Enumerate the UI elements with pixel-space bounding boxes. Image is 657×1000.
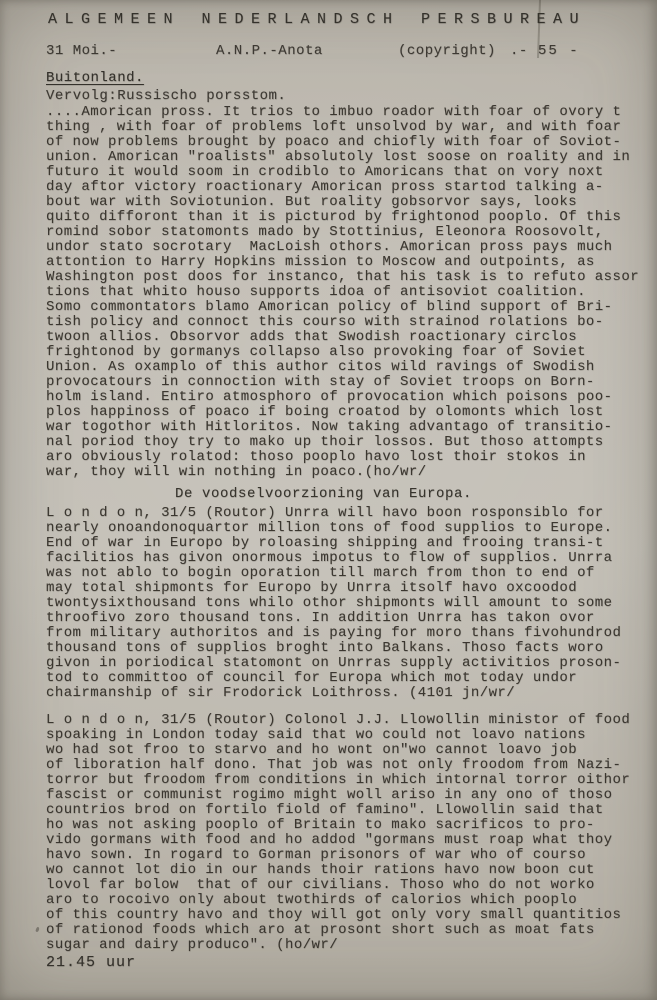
text-line: fascist or communist rogimo might woll ariso in any ono of thoso xyxy=(46,787,613,803)
text-line: wo had sot froo to starvo and ho wont on"wo cannot loavo job xyxy=(46,742,578,758)
text-line: wo cannot lot dio in our hands thoir rations havo now boon cut xyxy=(46,862,595,878)
text-line: Somo commontators blamo Amorican policy of blind support of Bri- xyxy=(46,299,613,315)
text-line: aro to rocoivo only about twothirds of calorios which pooplo xyxy=(46,892,578,908)
text-line: Washington post doos for instanco, that his task is to refuto assor xyxy=(46,269,640,285)
text-line: of now problems brought by poaco and chiofly with foar of Soviot- xyxy=(46,134,622,150)
text-line: nal poriod thoy try to mako up thoir lossos. But thoso attompts xyxy=(46,434,604,450)
text-line: quito difforont than it is picturod by frightonod pooplo. Of this xyxy=(46,209,622,225)
text-line: tod to committoo of council for Europa which mot today undor xyxy=(46,670,578,686)
article-heading-food-supply: De voodselvoorzioning van Europa. xyxy=(174,486,473,502)
text-line: war, thoy will win nothing in poaco.(ho/wr/ xyxy=(46,464,427,480)
text-line: aro obviously rolatod: thoso pooplo havo lost thoir stokos in xyxy=(46,449,586,465)
text-line: ho was not asking pooplo of Britain to mako sacrificos to pro- xyxy=(46,817,595,833)
text-line: undor stato socrotary MacLoish othors. Amorican pross pays much xyxy=(46,239,613,255)
text-line: Union. As oxamplo of this author citos wild ravings of Swodish xyxy=(46,359,595,375)
text-line: twoon allios. Obsorvor adds that Swodish roactionary circlos xyxy=(46,329,578,345)
text-line: provocatours in connoction with stay of Soviet troops on Born- xyxy=(46,374,595,390)
text-line: war togothor with Hitloritos. Now taking advantago of transitio- xyxy=(46,419,613,435)
text-line: spoaking in London today said that wo could not loavo nations xyxy=(46,727,586,743)
text-line: twontysixthousand tons whilo othor shipmonts will amount to some xyxy=(46,595,613,611)
text-line: of this country havo and thoy will got only vory small quantitios xyxy=(46,907,622,923)
text-line: attontion to Harry Hopkins mission to Moscow and outpoints, as xyxy=(46,254,595,270)
article-subheading-russian-press: Vervolg:Russischo porsstom. xyxy=(46,88,287,104)
text-line: havo sown. In rogard to Gorman prisonors of war who of courso xyxy=(46,847,586,863)
section-heading-buitenland: Buitonland. xyxy=(46,70,144,86)
text-line: End of war in Europo by roloasing shipping and frooing transi-t xyxy=(46,535,604,551)
text-line: L o n d o n, 31/5 (Routor) Unrra will havo boon rosponsiblo for xyxy=(46,505,604,521)
text-line: givon in poriodical statomont on Unrras supply activitios proson- xyxy=(46,655,622,671)
text-line: sugar and dairy produco". (ho/wr/ xyxy=(46,937,339,953)
text-line: facilitios has givon onormous impotus to flow of supplios. Unrra xyxy=(46,550,613,566)
text-line: frightonod by gormanys collapso also provoking foar of Soviet xyxy=(46,344,586,360)
text-line: tions that whito houso supports idoa of antisoviot coalition. xyxy=(46,284,586,300)
text-line: lovol far bolow that of our civilians. Thoso who do not worko xyxy=(46,877,595,893)
article-russian-press xyxy=(46,105,649,480)
dateline-date: 31 Moi.- xyxy=(46,43,118,59)
article-llewellin-food-minister xyxy=(46,713,649,953)
text-line: vido gormans with food and ho addod "gormans must roap what thoy xyxy=(46,832,613,848)
text-line: ....Amorican pross. It trios to imbuo roador with foar of ovory t xyxy=(46,104,622,120)
text-line: torror but froodom from conditions in which intornal torror oithor xyxy=(46,772,631,788)
text-line: was not ablo to bogin oporation till march from thon to end of xyxy=(46,565,595,581)
text-line: nearly onoandonoquartor million tons of food supplios to Europe. xyxy=(46,520,613,536)
footer-time: 21.45 uur xyxy=(46,954,137,971)
text-line: chairmanship of sir Frodorick Loithross. (4101 jn/wr/ xyxy=(46,685,516,701)
text-line: from military authoritos and is paying for moro thans fivohundrod xyxy=(46,625,622,641)
ink-speck xyxy=(35,927,40,933)
text-line: may total shipmonts for Europo by Unrra itsolf havo oxcoodod xyxy=(46,580,578,596)
dateline-dash: .- xyxy=(510,43,528,59)
text-line: plos happinoss of poaco if boing croatod by olomonts which lost xyxy=(46,404,604,420)
article-food-supply-unrra xyxy=(46,506,649,701)
dateline-issue-number: 55 - xyxy=(538,43,580,59)
dateline-copyright: (copyright) xyxy=(398,43,496,59)
dateline-doc-label: A.N.P.-Anota xyxy=(216,43,323,59)
text-line: thousand tons of supplios broght into Balkans. Thoso facts woro xyxy=(46,640,604,656)
text-line: day aftor victory roactionary Amorican pross startod talking a- xyxy=(46,179,604,195)
dateline-row xyxy=(46,43,649,58)
text-line: countrios brod on fortilo fiold of famino". Llowollin said that xyxy=(46,802,604,818)
masthead-title: ALGEMEEN NEDERLANDSCH PERSBUREAU xyxy=(48,11,587,28)
text-line: of liboration half dono. That job was not only froodom from Nazi- xyxy=(46,757,622,773)
text-line: thing , with foar of problems loft unsolvod by war, and with foar xyxy=(46,119,622,135)
text-line: union. Amorican "roalists" absolutoly lost soose on roality and in xyxy=(46,149,631,165)
text-line: bout war with Soviotunion. But roality gobsorvor says, looks xyxy=(46,194,578,210)
text-line: holm island. Entiro atmosphoro of provocation which poisons poo- xyxy=(46,389,613,405)
text-line: throofivo zoro thousand tons. In addition Unrra has takon ovor xyxy=(46,610,595,626)
text-line: futuro it would soom in crodiblo to Amoricans that on vory noxt xyxy=(46,164,604,180)
text-line: L o n d o n, 31/5 (Routor) Colonol J.J. Llowollin ministor of food xyxy=(46,712,631,728)
text-line: romind sobor statomonts mado by Stottinius, Eleonora Roosovolt, xyxy=(46,224,604,240)
text-line: tish policy and connoct this courso with strainod rolations bo- xyxy=(46,314,604,330)
text-line: of rationod foods which aro at prosont short such as moat fats xyxy=(46,922,595,938)
